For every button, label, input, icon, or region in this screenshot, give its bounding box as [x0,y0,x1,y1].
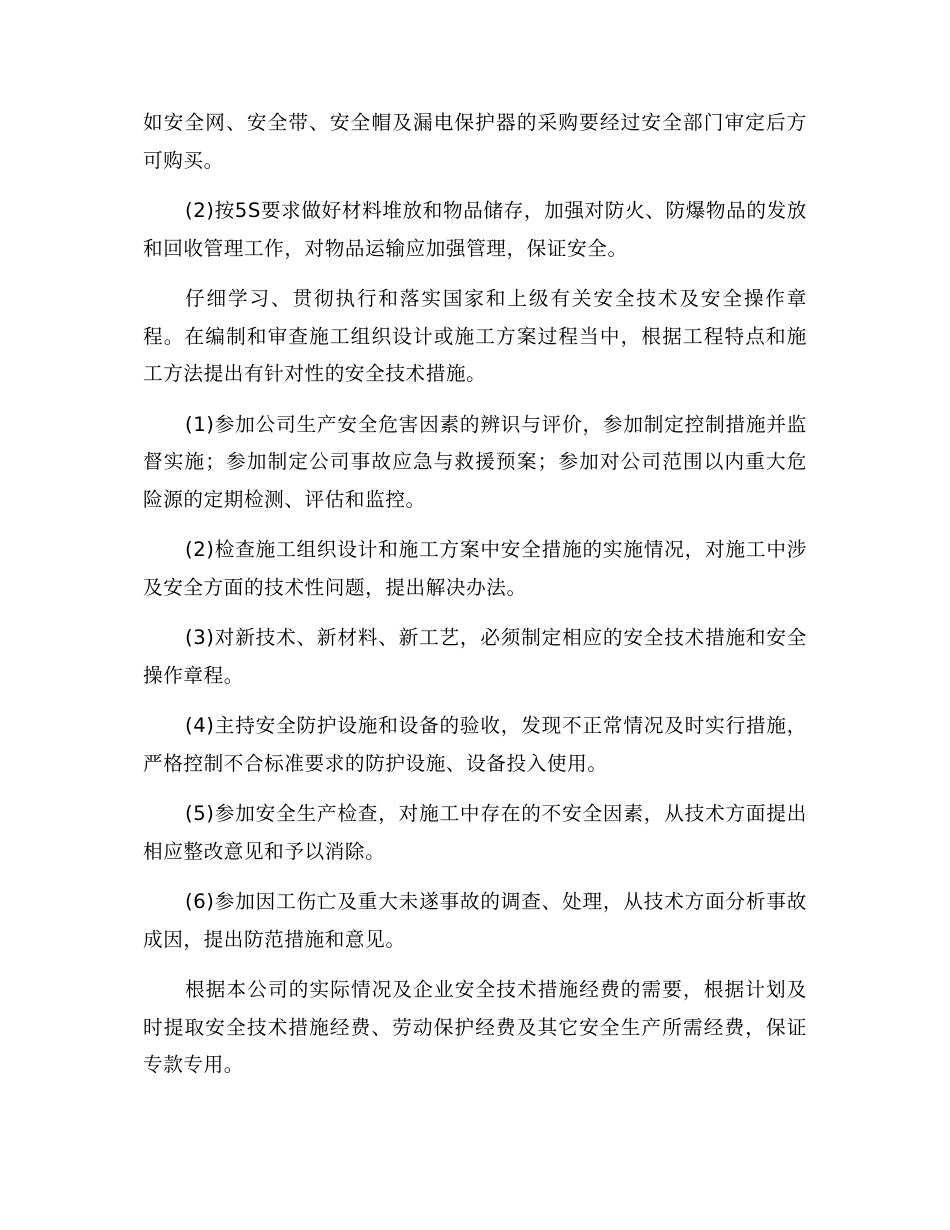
paragraph-1: 如安全网、安全带、安全帽及漏电保护器的采购要经过安全部门审定后方可购买。 [143,111,807,172]
paragraph-8: (5)参加安全生产检查，对施工中存在的不安全因素，从技术方面提出相应整改意见和予以消除。 [143,802,807,863]
paragraph-5: (2)检查施工组织设计和施工方案中安全措施的实施情况，对施工中涉及安全方面的技术性问题，提出解决办法。 [143,538,807,599]
paragraph-4: (1)参加公司生产安全危害因素的辨识与评价，参加制定控制措施并监督实施；参加制定公司事故应急与救援预案；参加对公司范围以内重大危险源的定期检测、评估和监控。 [143,412,807,511]
paragraph-6: (3)对新技术、新材料、新工艺，必须制定相应的安全技术措施和安全操作章程。 [143,626,807,687]
paragraph-3: 仔细学习、贯彻执行和落实国家和上级有关安全技术及安全操作章程。在编制和审查施工组织设计或施工方案过程当中，根据工程特点和施工方法提出有针对性的安全技术措施。 [143,287,807,385]
paragraph-9: (6)参加因工伤亡及重大未遂事故的调查、处理，从技术方面分析事故成因，提出防范措施和意见。 [143,890,807,951]
paragraph-2: (2)按5S要求做好材料堆放和物品储存，加强对防火、防爆物品的发放和回收管理工作，对物品运输应加强管理，保证安全。 [143,199,807,260]
paragraph-10: 根据本公司的实际情况及企业安全技术措施经费的需要，根据计划及时提取安全技术措施经费、劳动保护经费及其它安全生产所需经费，保证专款专用。 [143,978,807,1076]
paragraph-7: (4)主持安全防护设施和设备的验收，发现不正常情况及时实行措施，严格控制不合标准要求的防护设施、设备投入使用。 [143,714,807,775]
